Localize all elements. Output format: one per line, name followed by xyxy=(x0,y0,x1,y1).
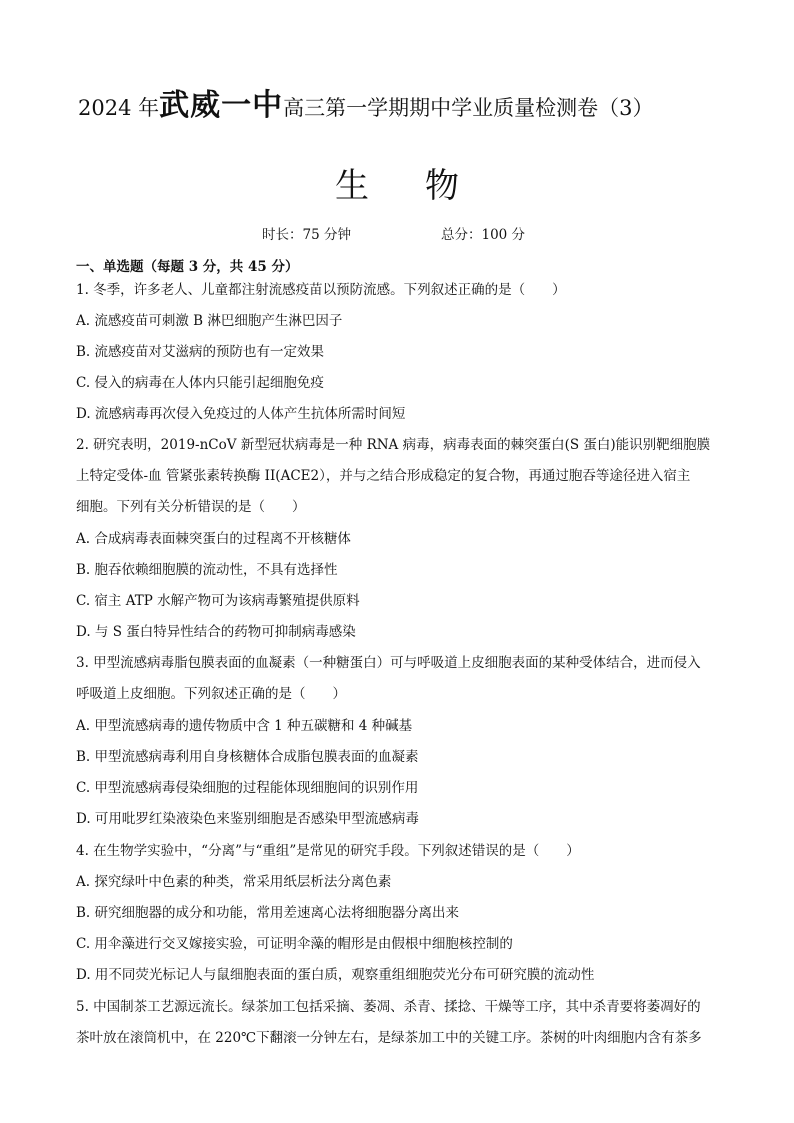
option-line: C. 用伞藻进行交叉嫁接实验，可证明伞藻的帽形是由假根中细胞核控制的 xyxy=(76,936,513,952)
option-line: C. 甲型流感病毒侵染细胞的过程能体现细胞间的识别作用 xyxy=(76,780,419,796)
option-line: B. 研究细胞器的成分和功能，常用差速离心法将细胞器分离出来 xyxy=(76,905,460,921)
option-line: B. 流感疫苗对艾滋病的预防也有一定效果 xyxy=(76,344,325,360)
exam-title xyxy=(78,88,738,128)
option-line: A. 探究绿叶中色素的种类，常采用纸层析法分离色素 xyxy=(76,874,392,890)
question-line: 呼吸道上皮细胞。下列叙述正确的是（ ） xyxy=(76,686,346,702)
option-line: B. 胞吞依赖细胞膜的流动性，不具有选择性 xyxy=(76,562,338,578)
question-line: 茶叶放在滚筒机中，在 220℃下翻滚一分钟左右，是绿茶加工中的关键工序。茶树的叶肉细胞内含有茶多 xyxy=(76,1030,702,1046)
option-line: A. 流感疫苗可刺激 B 淋巴细胞产生淋巴因子 xyxy=(76,313,343,329)
exam-duration: 时长：75 分钟 xyxy=(262,227,351,243)
option-line: C. 宿主 ATP 水解产物可为该病毒繁殖提供原料 xyxy=(76,593,360,609)
question-line: 5. 中国制茶工艺源远流长。绿茶加工包括采摘、萎凋、杀青、揉捻、干燥等工序，其中杀青要将萎凋好的 xyxy=(76,999,701,1015)
title-school: 武威一中 xyxy=(159,88,284,123)
option-line: D. 与 S 蛋白特异性结合的药物可抑制病毒感染 xyxy=(76,624,356,640)
option-line: A. 合成病毒表面棘突蛋白的过程离不开核糖体 xyxy=(76,531,351,547)
option-line: C. 侵入的病毒在人体内只能引起细胞免疫 xyxy=(76,375,324,391)
option-line: D. 流感病毒再次侵入免疫过的人体产生抗体所需时间短 xyxy=(76,406,406,422)
question-line: 1. 冬季，许多老人、儿童都注射流感疫苗以预防流感。下列叙述正确的是（ ） xyxy=(76,282,566,298)
question-line: 4. 在生物学实验中，“分离”与“重组”是常见的研究手段。下列叙述错误的是（ ） xyxy=(76,843,580,859)
subject-title: 生物 xyxy=(335,166,515,206)
option-line: A. 甲型流感病毒的遗传物质中含 1 种五碳糖和 4 种碱基 xyxy=(76,718,413,734)
option-line: B. 甲型流感病毒利用自身核糖体合成脂包膜表面的血凝素 xyxy=(76,749,419,765)
question-line: 上特定受体-血 管紧张素转换酶 II(ACE2），并与之结合形成稳定的复合物，再通过胞吞等途径进入宿主 xyxy=(76,468,691,484)
option-line: D. 用不同荧光标记人与鼠细胞表面的蛋白质，观察重组细胞荧光分布可研究膜的流动性 xyxy=(76,967,595,983)
question-line: 细胞。下列有关分析错误的是（ ） xyxy=(76,499,306,515)
section-heading: 一、单选题（每题 3 分，共 45 分） xyxy=(76,259,299,275)
option-line: D. 可用吡罗红染液染色来鉴别细胞是否感染甲型流感病毒 xyxy=(76,811,419,827)
title-rest: 高三第一学期期中学业质量检测卷（3） xyxy=(283,96,654,120)
exam-total-score: 总分：100 分 xyxy=(441,227,526,243)
question-line: 3. 甲型流感病毒脂包膜表面的血凝素（一种糖蛋白）可与呼吸道上皮细胞表面的某种受体结合，进而侵入 xyxy=(76,655,701,671)
question-line: 2. 研究表明，2019-nCoV 新型冠状病毒是一种 RNA 病毒，病毒表面的棘突蛋白(S 蛋白)能识别靶细胞膜 xyxy=(76,437,711,453)
title-year: 2024 年 xyxy=(78,96,160,120)
